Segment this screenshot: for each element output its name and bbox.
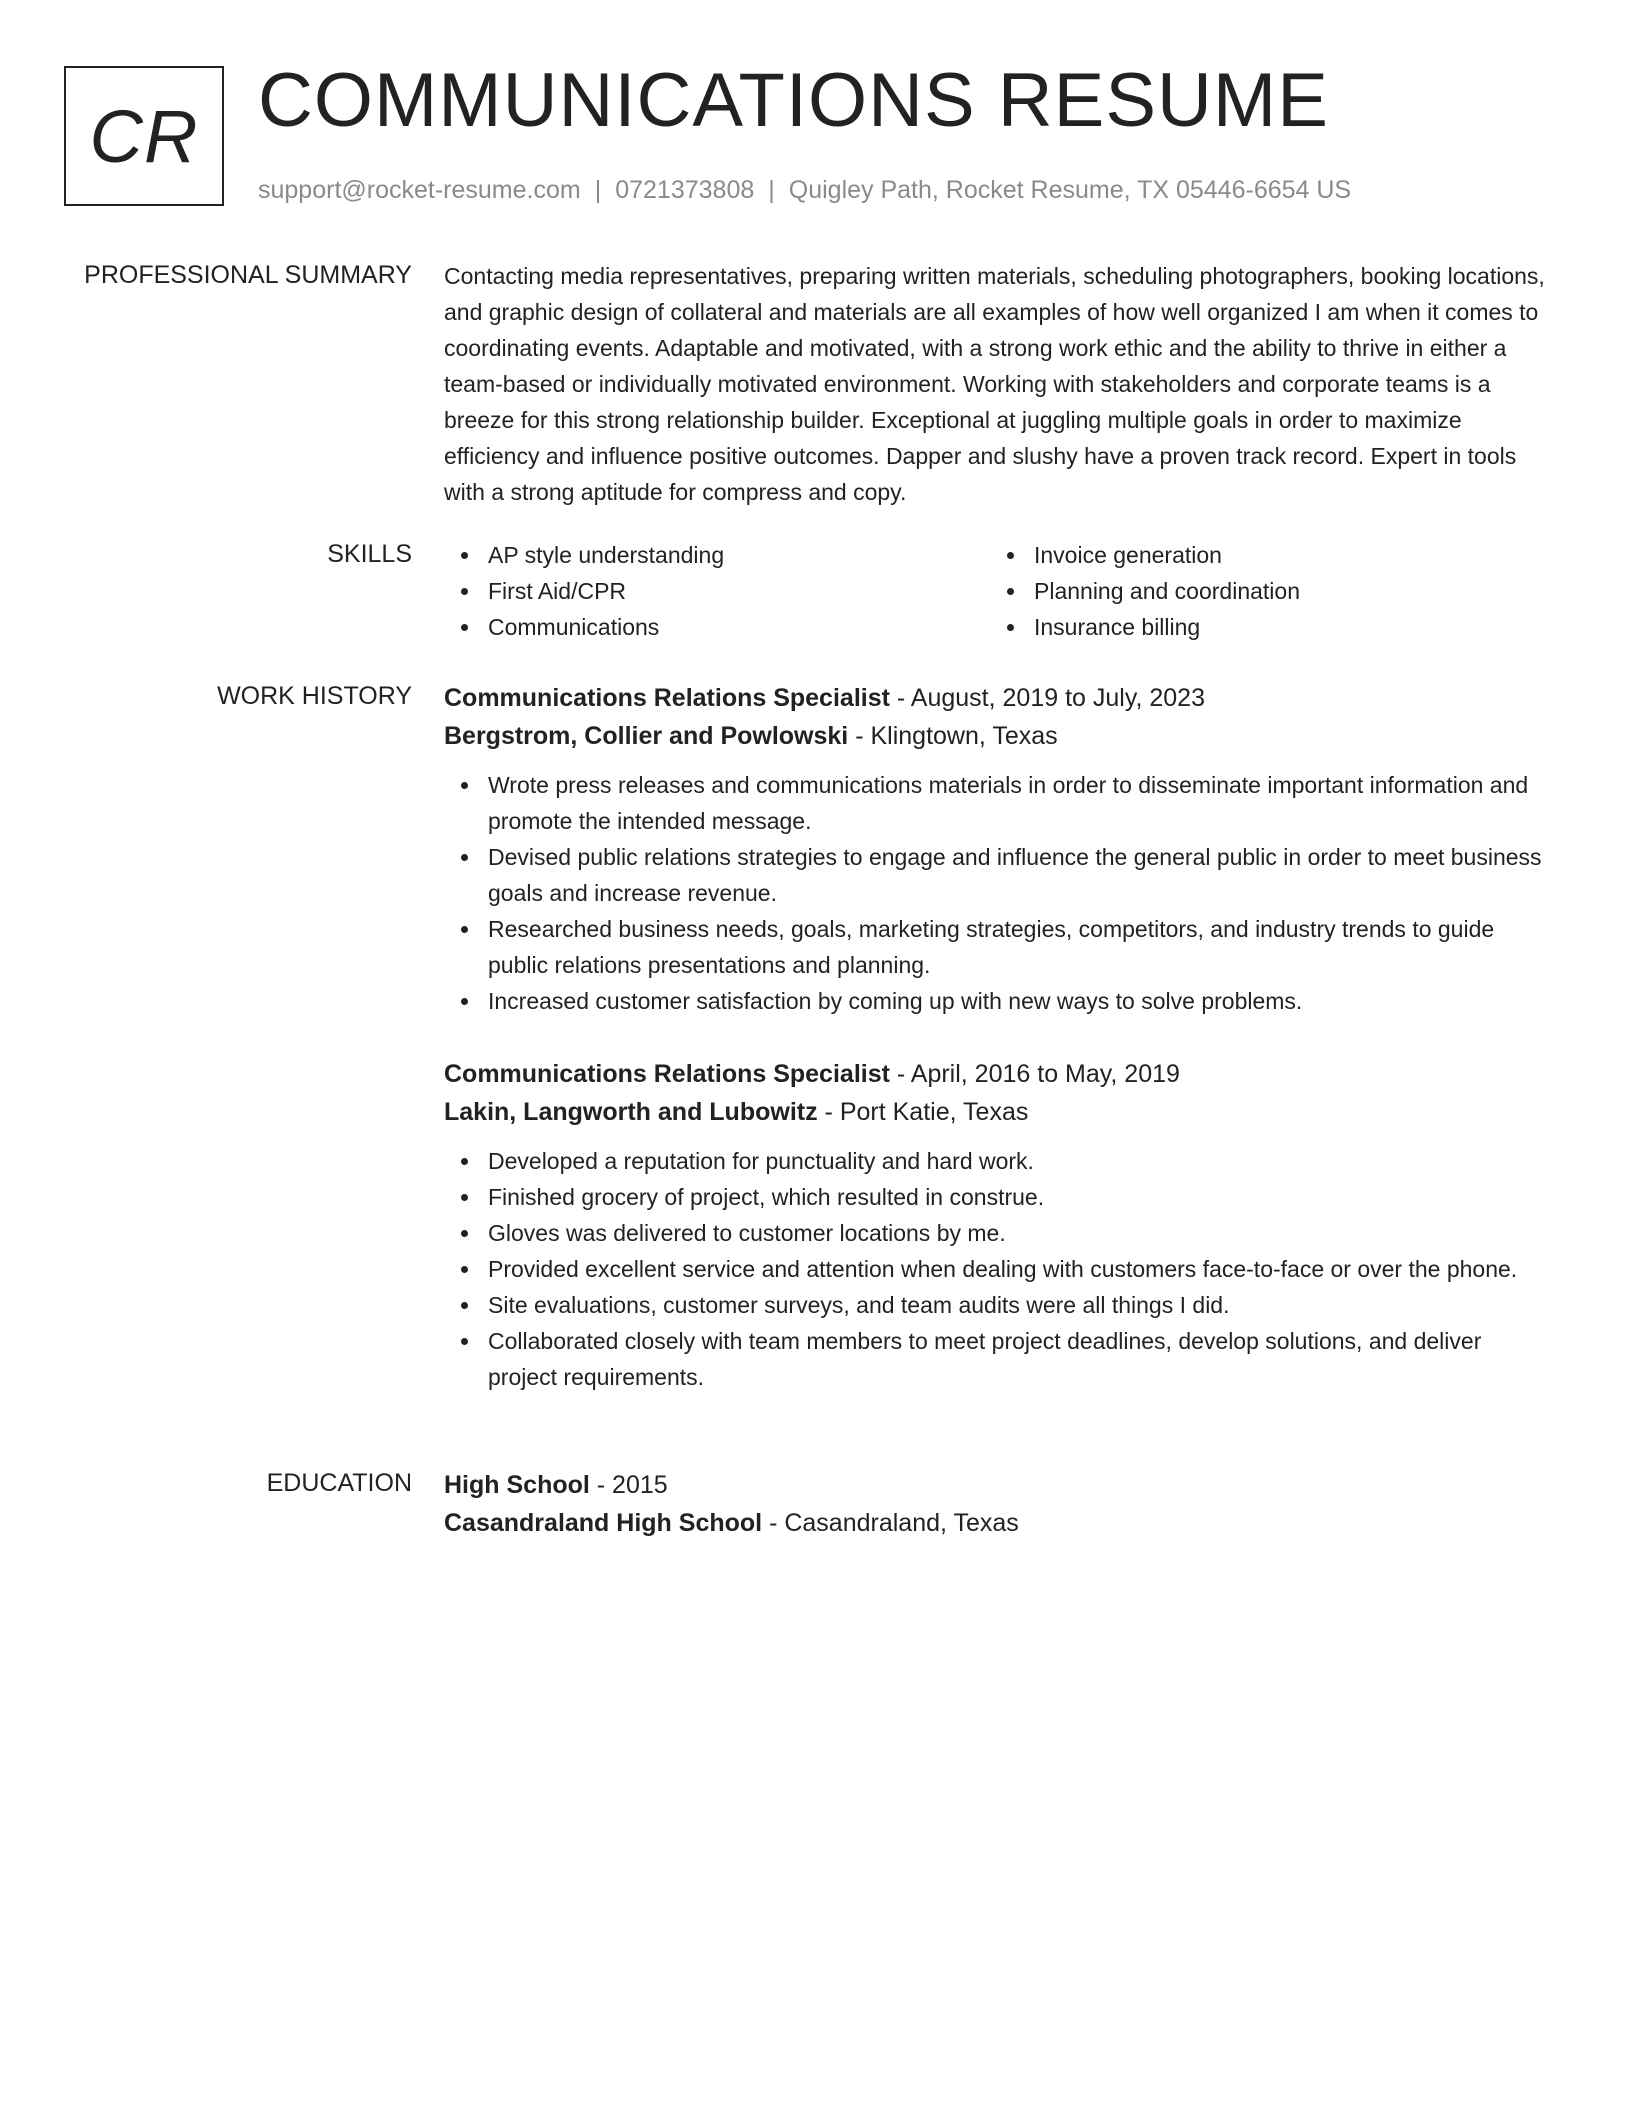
job-company: Bergstrom, Collier and Powlowski: [444, 722, 849, 750]
job-title-line: [444, 679, 1556, 717]
contact-line: [258, 174, 1351, 206]
job-title-line: [444, 1055, 1556, 1093]
summary-body: [444, 258, 1556, 510]
monogram-text: CR: [89, 94, 199, 178]
job-bullets: [444, 767, 1556, 1019]
job-company-line: [444, 1093, 1556, 1131]
education-school: Casandraland High School: [444, 1509, 763, 1537]
skill-item: Invoice generation: [990, 537, 1536, 573]
job-bullet: Site evaluations, customer surveys, and team audits were all things I did.: [444, 1287, 1556, 1323]
contact-separator: |: [768, 176, 775, 204]
job-bullet: Devised public relations strategies to engage and influence the general public in order to meet business goals and increase revenue.: [444, 839, 1556, 911]
job-title: Communications Relations Specialist: [444, 684, 890, 712]
job-title: Communications Relations Specialist: [444, 1060, 890, 1088]
job-bullet: Increased customer satisfaction by coming up with new ways to solve problems.: [444, 983, 1556, 1019]
skill-item: Planning and coordination: [990, 573, 1536, 609]
job-company: Lakin, Langworth and Lubowitz: [444, 1098, 818, 1126]
skill-item: Insurance billing: [990, 609, 1536, 645]
skill-item: First Aid/CPR: [444, 573, 990, 609]
skills-heading: SKILLS: [327, 540, 412, 568]
contact-separator: |: [594, 176, 602, 204]
job-location: - Klingtown, Texas: [855, 722, 1058, 750]
education-body: [444, 1466, 1556, 1542]
monogram-badge: [64, 66, 224, 206]
job-bullet: Developed a reputation for punctuality and hard work.: [444, 1143, 1556, 1179]
job-bullet: Gloves was delivered to customer locations by me.: [444, 1215, 1556, 1251]
summary-heading: PROFESSIONAL SUMMARY: [84, 261, 412, 289]
skills-list: [444, 537, 1556, 645]
education-year: - 2015: [596, 1471, 668, 1499]
job-bullet: Finished grocery of project, which resulted in construe.: [444, 1179, 1556, 1215]
work-history-heading: WORK HISTORY: [217, 682, 412, 710]
job-dates: - April, 2016 to May, 2019: [896, 1060, 1180, 1088]
education-degree: High School: [444, 1471, 590, 1499]
job-entry: [444, 679, 1556, 1019]
job-entry: [444, 1055, 1556, 1395]
job-bullets: [444, 1143, 1556, 1395]
contact-phone: 0721373808: [615, 176, 755, 204]
education-location: - Casandraland, Texas: [769, 1509, 1019, 1537]
job-bullet: Provided excellent service and attention when dealing with customers face-to-face or over the phone.: [444, 1251, 1556, 1287]
job-location: - Port Katie, Texas: [824, 1098, 1029, 1126]
job-dates: - August, 2019 to July, 2023: [896, 684, 1205, 712]
job-company-line: [444, 717, 1556, 755]
education-heading: EDUCATION: [266, 1469, 412, 1497]
work-history-body: [444, 679, 1556, 1431]
contact-address: Quigley Path, Rocket Resume, TX 05446-6654 US: [788, 176, 1352, 204]
skills-body: [444, 537, 1556, 645]
contact-email: support@rocket-resume.com: [258, 176, 581, 204]
job-bullet: Wrote press releases and communications materials in order to disseminate important information and promote the intended message.: [444, 767, 1556, 839]
job-bullet: Researched business needs, goals, marketing strategies, competitors, and industry trends to guide public relations presentations and planning.: [444, 911, 1556, 983]
skill-item: Communications: [444, 609, 990, 645]
education-degree-line: [444, 1466, 1556, 1504]
skill-item: AP style understanding: [444, 537, 990, 573]
resume-title: COMMUNICATIONS RESUME: [258, 58, 1329, 143]
job-bullet: Collaborated closely with team members to meet project deadlines, develop solutions, and deliver project requirements.: [444, 1323, 1556, 1395]
education-school-line: [444, 1504, 1556, 1542]
summary-text: Contacting media representatives, preparing written materials, scheduling photographers, booking locations, and graphic design of collateral and materials are all examples of how well organized I am when it comes to coordinating events. Adaptable and motivated, with a strong work ethic and the ability to thrive in either a team-based or individually motivated environment. Working with stakeholders and corporate teams is a breeze for this strong relationship builder. Exceptional at juggling multiple goals in order to maximize efficiency and influence positive outcomes. Dapper and slushy have a proven track record. Expert in tools with a strong aptitude for compress and copy.: [444, 263, 1545, 505]
